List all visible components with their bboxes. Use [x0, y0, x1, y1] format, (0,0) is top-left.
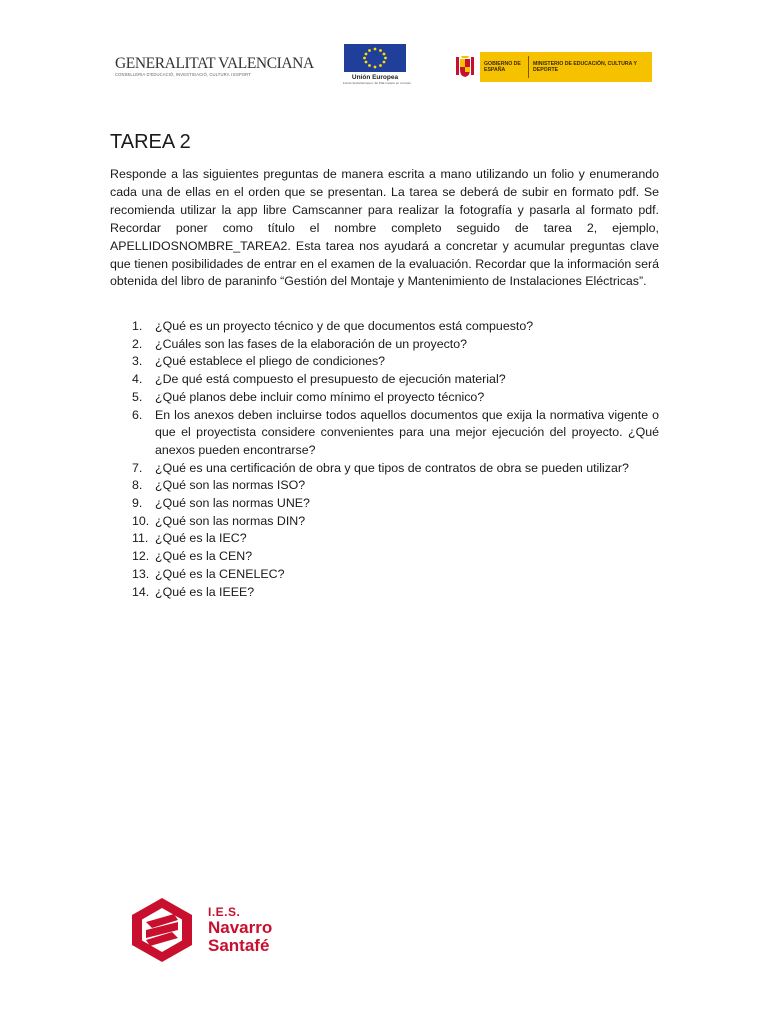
union-europea-logo [343, 44, 412, 90]
question-text: ¿Qué establece el pliego de condiciones? [155, 354, 386, 369]
spain-coat-of-arms-icon [450, 52, 480, 82]
intro-paragraph: Responde a las siguientes preguntas de manera escrita a mano utilizando un folio y enumerando cada una de ellas en el orden que se presentan. La tarea se deberá de subir en formato pdf. Se recomienda utilizar la app libre Camscanner para realizar la fotografía y pasarla al formato pdf. Recordar poner como título el nombre completo seguido de tarea 2, ejemplo, APELLIDOSNOMBRE_TAREA2. Esta tarea nos ayudará a concretar y acumular preguntas clave que tienen posibilidades de entrar en el examen de la evaluación. Recordar que la información será obtenida del libro de paraninfo “Gestión del Montaje y Mantenimiento de Instalaciones Eléctricas”. [110, 167, 659, 289]
ies-label: I.E.S. [208, 904, 241, 919]
question-number: 5. [132, 389, 143, 404]
gobierno-espana-logo [450, 52, 652, 82]
question-text: ¿Qué son las normas DIN? [155, 513, 306, 528]
question-text: ¿Qué es una certificación de obra y que tipos de contratos de obra se pueden utilizar? [155, 460, 629, 475]
question-number: 9. [132, 496, 143, 511]
question-number: 4. [132, 372, 143, 387]
list-item [110, 477, 659, 495]
list-item [110, 389, 659, 407]
list-item [110, 371, 659, 389]
question-text: ¿Qué planos debe incluir como mínimo el proyecto técnico? [155, 389, 485, 404]
question-number: 13. [132, 566, 150, 581]
question-text: ¿Qué es un proyecto técnico y de que documentos está compuesto? [155, 319, 534, 333]
list-item [110, 318, 659, 336]
question-text: ¿De qué está compuesto el presupuesto de ejecución material? [155, 372, 506, 387]
question-number: 10. [132, 513, 150, 528]
list-item [110, 460, 659, 478]
generalitat-name: GENERALITAT VALENCIANA [115, 55, 314, 72]
list-item [110, 530, 659, 548]
question-text: ¿Qué es la IEEE? [155, 584, 255, 599]
list-item [110, 336, 659, 354]
question-text: ¿Qué es la IEC? [155, 531, 247, 546]
list-item [110, 407, 659, 460]
ies-name-line2: Santafé [208, 935, 270, 955]
question-number: 7. [132, 460, 143, 475]
generalitat-subtitle: CONSELLERIA D'EDUCACIÓ, INVESTIGACIÓ, CULTURA I ESPORT [115, 72, 251, 77]
list-item [110, 548, 659, 566]
question-number: 1. [132, 319, 143, 333]
ministerio-text: MINISTERIO DE EDUCACIÓN, CULTURA Y DEPORTE [533, 61, 637, 73]
question-text: ¿Qué es la CENELEC? [155, 566, 285, 581]
list-item [110, 584, 659, 602]
question-number: 8. [132, 478, 143, 493]
question-text: ¿Qué es la CEN? [155, 549, 253, 564]
question-text: ¿Cuáles son las fases de la elaboración de un proyecto? [155, 336, 468, 351]
question-text: ¿Qué son las normas ISO? [155, 478, 306, 493]
eu-flag-icon [344, 44, 406, 72]
question-number: 12. [132, 549, 150, 564]
gobierno-text: GOBIERNO DE ESPAÑA [480, 56, 529, 78]
header-logos [0, 44, 768, 94]
question-number: 3. [132, 354, 143, 369]
question-number: 14. [132, 584, 150, 599]
question-text: ¿Qué son las normas UNE? [155, 496, 310, 511]
question-text: En los anexos deben incluirse todos aquellos documentos que exija la normativa vigente o que el proyectista considere convenientes para una mejor ejecución del proyecto. ¿Qué anexos pueden encontrarse? [155, 407, 659, 457]
ies-navarro-santafe-logo [130, 896, 290, 964]
question-number: 6. [132, 407, 143, 422]
list-item [110, 566, 659, 584]
generalitat-valenciana-logo [111, 52, 314, 82]
eu-name: Unión Europea [351, 74, 399, 81]
eu-subtitle: Fondo Social Europeo / El FSE invierte en tu futuro [343, 81, 412, 85]
question-list [110, 318, 659, 601]
question-number: 11. [132, 531, 149, 546]
list-item [110, 353, 659, 371]
ies-name-line1: Navarro [208, 917, 273, 937]
question-number: 2. [132, 336, 143, 351]
list-item [110, 495, 659, 513]
list-item [110, 513, 659, 531]
page-title: TAREA 2 [110, 131, 191, 153]
ies-hexagon-s-logo-icon [130, 896, 194, 964]
